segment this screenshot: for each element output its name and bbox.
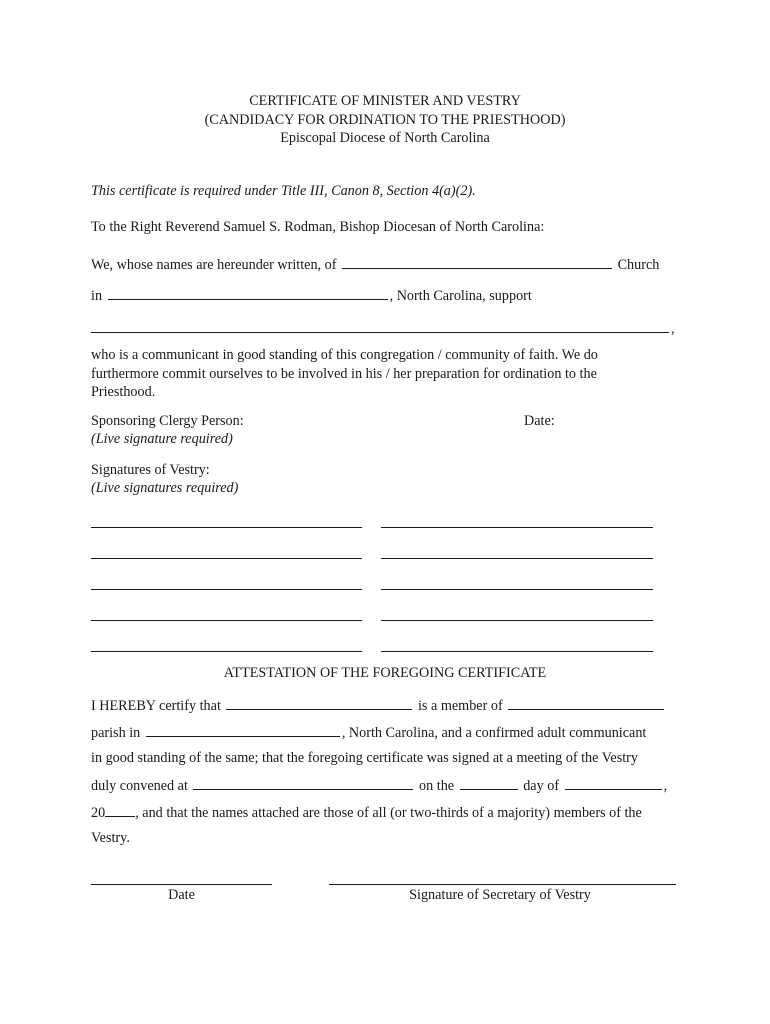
sponsor-note: (Live signature required) (91, 431, 233, 447)
parish-in-text: parish in (91, 725, 141, 741)
duly-convened-text: duly convened at (91, 778, 188, 794)
whose-names-text: We, whose names are hereunder written, of (91, 257, 337, 273)
sponsor-date-label: Date: (524, 413, 555, 429)
vestry-signature-field[interactable] (381, 527, 653, 528)
confirmed-text: , North Carolina, and a confirmed adult communicant (341, 725, 647, 741)
vestry-signature-field[interactable] (91, 558, 362, 559)
month-field[interactable] (565, 776, 662, 790)
title-line-2: (CANDIDACY FOR ORDINATION TO THE PRIESTHOOD) (204, 112, 566, 128)
attestation-line-5 (91, 803, 642, 822)
communicant-paragraph: who is a communicant in good standing of this congregation / community of faith. We do furthermore commit ourselves to be involved in his / her preparation for ordination to the Priesthood. (91, 347, 598, 400)
attestation-line-1 (91, 696, 666, 715)
parish-city-field[interactable] (146, 723, 340, 737)
vestry-signature-field[interactable] (91, 527, 362, 528)
secretary-signature-field[interactable] (329, 884, 676, 885)
church-name-field[interactable] (342, 255, 612, 269)
attestation-line-2 (91, 723, 646, 742)
requirement-note: This certificate is required under Title III, Canon 8, Section 4(a)(2). (91, 183, 476, 199)
vestry-signature-field[interactable] (381, 558, 653, 559)
state-support-text: , North Carolina, support (389, 288, 532, 304)
parish-name-field[interactable] (508, 696, 664, 710)
vestry-signature-field[interactable] (381, 651, 653, 652)
vestry-signature-field[interactable] (381, 589, 653, 590)
vestry-note: (Live signatures required) (91, 480, 239, 496)
on-the-text: on the (419, 778, 455, 794)
footer-date-label: Date (168, 887, 195, 903)
member-name-field[interactable] (226, 696, 412, 710)
church-line (91, 255, 659, 274)
attestation-date-field[interactable] (91, 884, 272, 885)
vestry-signature-field[interactable] (91, 651, 362, 652)
attestation-line-4 (91, 776, 667, 795)
location-line (91, 286, 532, 305)
vestry-signature-field[interactable] (91, 589, 362, 590)
salutation: To the Right Reverend Samuel S. Rodman, Bishop Diocesan of North Carolina: (91, 219, 545, 235)
meeting-place-field[interactable] (193, 776, 413, 790)
day-of-text: day of (523, 778, 560, 794)
city-field[interactable] (108, 286, 388, 300)
title-line-1: CERTIFICATE OF MINISTER AND VESTRY (249, 93, 521, 109)
hereby-text: I HEREBY certify that (91, 698, 221, 714)
vestry-signature-field[interactable] (91, 620, 362, 621)
sponsor-label: Sponsoring Clergy Person: (91, 413, 244, 429)
church-suffix: Church (617, 257, 660, 273)
in-prefix: in (91, 288, 103, 304)
attestation-heading: ATTESTATION OF THE FOREGOING CERTIFICATE (223, 665, 547, 681)
vestry-signature-field[interactable] (381, 620, 653, 621)
attestation-line-3: in good standing of the same; that the foregoing certificate was signed at a meeting of the Vestry (91, 750, 638, 766)
attestation-line-6: Vestry. (91, 830, 130, 846)
candidate-line (91, 319, 675, 338)
footer-secretary-label: Signature of Secretary of Vestry (409, 887, 591, 903)
vestry-label: Signatures of Vestry: (91, 462, 210, 478)
date-comma: , (663, 778, 668, 794)
year-field[interactable] (105, 803, 135, 817)
names-attached-text: , and that the names attached are those of all (or two-thirds of a majority) members of the (135, 805, 642, 821)
year-prefix: 20 (91, 805, 106, 821)
member-of-text: is a member of (417, 698, 503, 714)
day-number-field[interactable] (460, 776, 518, 790)
candidate-comma: , (671, 321, 675, 337)
title-line-3: Episcopal Diocese of North Carolina (280, 130, 490, 146)
candidate-name-field[interactable] (91, 319, 669, 333)
